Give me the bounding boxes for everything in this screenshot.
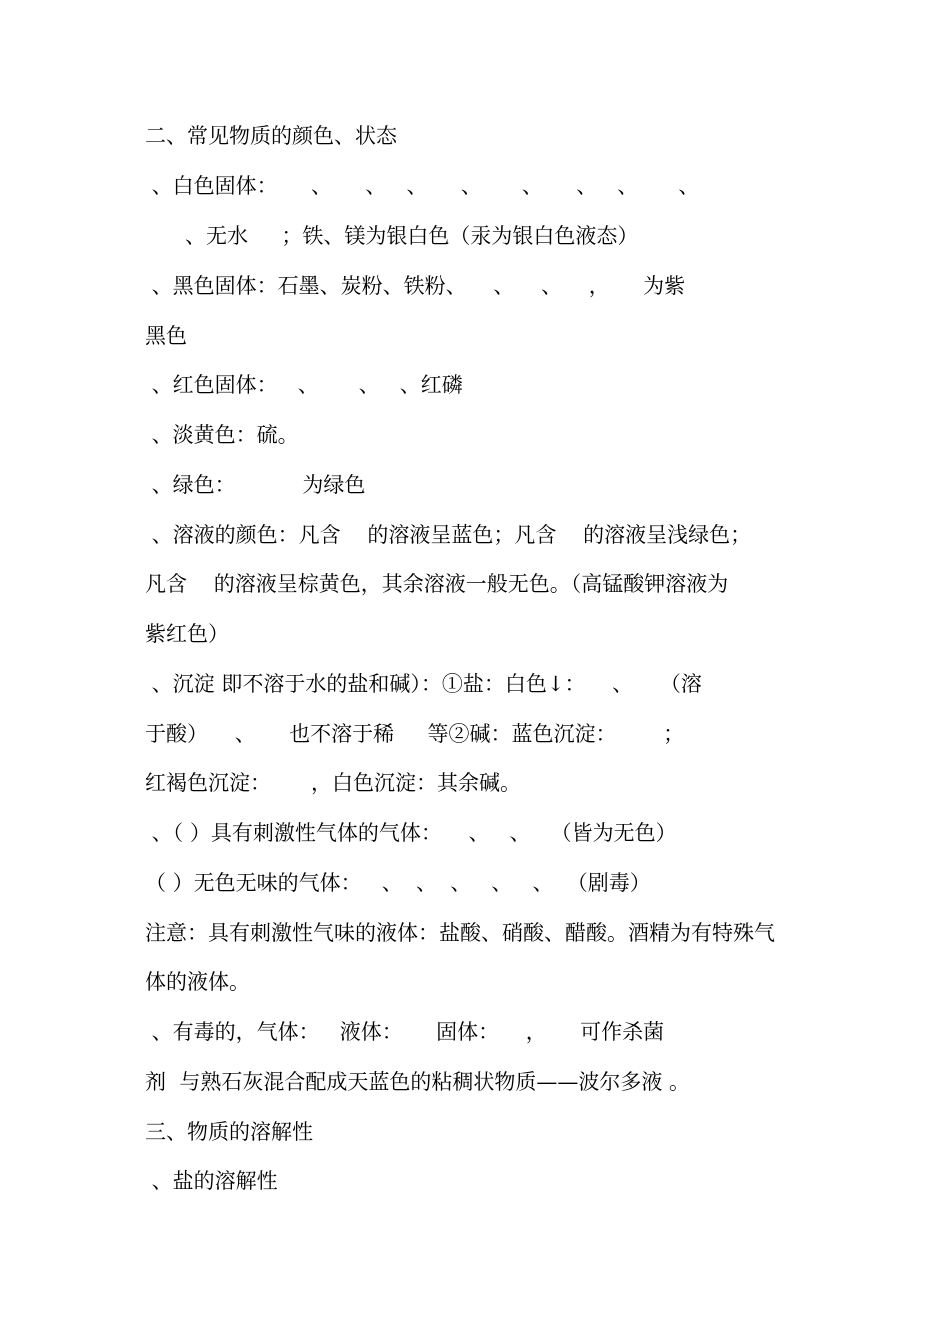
text-line-black-solids: 、黑色固体：石墨、炭粉、铁粉、 、 、 ， 为紫: [145, 274, 686, 298]
text-line-odorless-gases: （ ）无色无味的气体： 、 、 、 、 、 （剧毒）: [145, 871, 651, 895]
text-line-precipitates-end: 红褐色沉淀： ，白色沉淀：其余碱。: [145, 771, 522, 795]
text-line-precipitates-cont: 于酸） 、 也不溶于稀 等②碱：蓝色沉淀： ；: [145, 722, 685, 746]
text-line-pungent-gases: 、（ ）具有刺激性气体的气体： 、 、 （皆为无色）: [145, 821, 677, 845]
text-line-solution-colors-end: 紫红色）: [145, 622, 229, 646]
section-heading-colors-states: 二、常见物质的颜色、状态: [145, 124, 397, 148]
section-heading-solubility: 三、物质的溶解性: [145, 1120, 313, 1144]
text-line-pale-yellow: 、淡黄色：硫。: [145, 423, 299, 447]
text-line-toxic-cont: 剂 与熟石灰混合配成天蓝色的粘稠状物质——波尔多液 。: [145, 1070, 691, 1094]
text-line-black-solids-cont: 黑色: [145, 324, 187, 348]
text-line-note-cont: 体的液体。: [145, 970, 250, 994]
text-line-toxic: 、有毒的，气体： 液体： 固体： ， 可作杀菌: [145, 1020, 665, 1044]
text-line-solution-colors: 、溶液的颜色：凡含 的溶液呈蓝色；凡含 的溶液呈浅绿色；: [145, 523, 752, 547]
text-line-white-solids-cont: 、无水 ；铁、镁为银白色（汞为银白色液态）: [145, 224, 639, 248]
text-line-solution-colors-cont: 凡含 的溶液呈棕黄色，其余溶液一般无色。（高锰酸钾溶液为: [145, 572, 729, 596]
text-line-note: 注意：具有刺激性气味的液体：盐酸、硝酸、醋酸。酒精为有特殊气: [145, 921, 775, 945]
text-line-precipitates: 、沉淀 即不溶于水的盐和碱）：①盐：白色↓： 、 （溶: [145, 672, 702, 696]
text-line-salt-solubility: 、盐的溶解性: [145, 1169, 278, 1193]
text-line-green: 、绿色： 为绿色: [145, 473, 366, 497]
text-line-red-solids: 、红色固体： 、 、 、红磷: [145, 373, 463, 397]
text-line-white-solids: 、白色固体： 、 、 、 、 、 、 、 、: [145, 174, 700, 198]
